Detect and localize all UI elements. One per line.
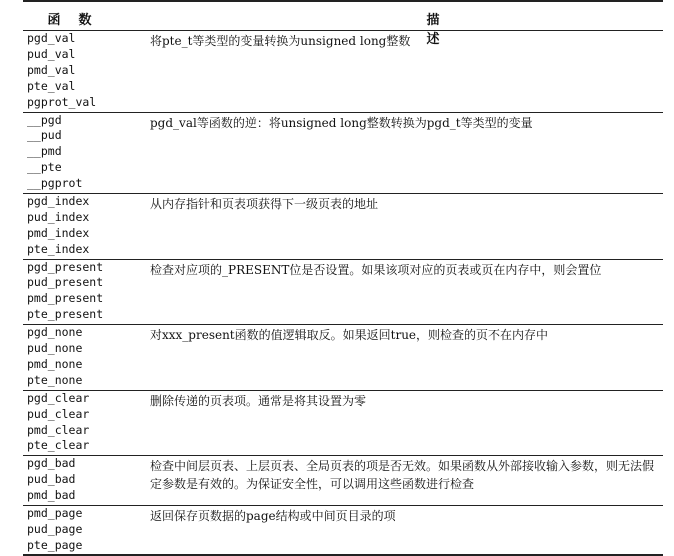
function-name: pud_page <box>27 521 83 536</box>
function-name: pgd_val <box>27 31 76 45</box>
function-list <box>27 260 103 324</box>
function-list <box>27 506 82 554</box>
function-name: pud_index <box>27 209 90 224</box>
function-name: __pgd <box>27 112 62 127</box>
function-description: 删除传递的页表项。通常是将其设置为零 <box>150 393 367 408</box>
function-description: pgd_val等函数的逆：将unsigned long整数转换为pgd_t等类型的变量 <box>150 115 533 130</box>
function-name: __pte <box>27 160 62 175</box>
function-table <box>23 0 663 556</box>
function-list <box>27 325 82 389</box>
table-row <box>23 113 663 195</box>
function-description: 将pte_t等类型的变量转换为unsigned long整数 <box>150 34 411 48</box>
function-name: pgd_bad <box>27 456 76 471</box>
function-list <box>27 31 96 110</box>
function-name: pte_index <box>27 241 90 256</box>
table-row <box>23 456 663 506</box>
function-name: pte_val <box>27 78 76 93</box>
function-list <box>27 391 89 455</box>
function-name: __pgprot <box>27 176 83 191</box>
function-description: 检查对应项的_PRESENT位是否设置。如果该项对应的页表或页在内存中，则会置位 <box>150 262 602 277</box>
function-name: pud_clear <box>27 406 90 421</box>
function-name: pud_present <box>27 275 104 290</box>
table-row <box>23 260 663 326</box>
function-list <box>27 456 75 504</box>
function-name: __pmd <box>27 144 62 159</box>
function-name: pte_present <box>27 307 104 322</box>
function-name: pud_val <box>27 46 76 61</box>
function-name: pgd_present <box>27 259 104 274</box>
function-name: pgprot_val <box>27 94 97 109</box>
table-row <box>23 506 663 556</box>
function-name: pmd_page <box>27 506 83 521</box>
function-name: pmd_bad <box>27 488 76 503</box>
function-name: pte_none <box>27 372 83 387</box>
table-row <box>23 325 663 391</box>
header-function: 函数 <box>47 13 110 28</box>
function-name: pmd_index <box>27 225 90 240</box>
function-name: pte_page <box>27 537 83 552</box>
function-name: pmd_clear <box>27 422 90 437</box>
function-name: pmd_val <box>27 62 76 77</box>
function-description: 检查中间层页表、上层页表、全局页表的项是否无效。如果函数从外部接收输入参数，则无法假定参数是有效的。为保证安全性，可以调用这些函数进行检查 <box>150 459 655 492</box>
table-body <box>23 31 663 556</box>
function-name: pgd_clear <box>27 390 90 405</box>
function-description: 返回保存页数据的page结构或中间页目录的项 <box>150 509 396 524</box>
function-description: 对xxx_present函数的值逻辑取反。如果返回true，则检查的页不在内存中 <box>150 328 549 343</box>
function-list <box>27 113 82 192</box>
table-row <box>23 194 663 260</box>
function-name: pmd_none <box>27 356 83 371</box>
header-description: 描述 <box>426 13 460 47</box>
function-name: pgd_index <box>27 194 90 208</box>
function-name: pte_clear <box>27 438 90 453</box>
function-name: pud_none <box>27 341 83 356</box>
function-description: 从内存指针和页表项获得下一级页表的地址 <box>150 197 379 211</box>
function-name: pgd_none <box>27 325 83 340</box>
function-name: pud_bad <box>27 472 76 487</box>
function-name: __pud <box>27 128 62 143</box>
table-row <box>23 31 663 113</box>
table-row <box>23 391 663 457</box>
function-list <box>27 194 89 258</box>
function-name: pmd_present <box>27 291 104 306</box>
